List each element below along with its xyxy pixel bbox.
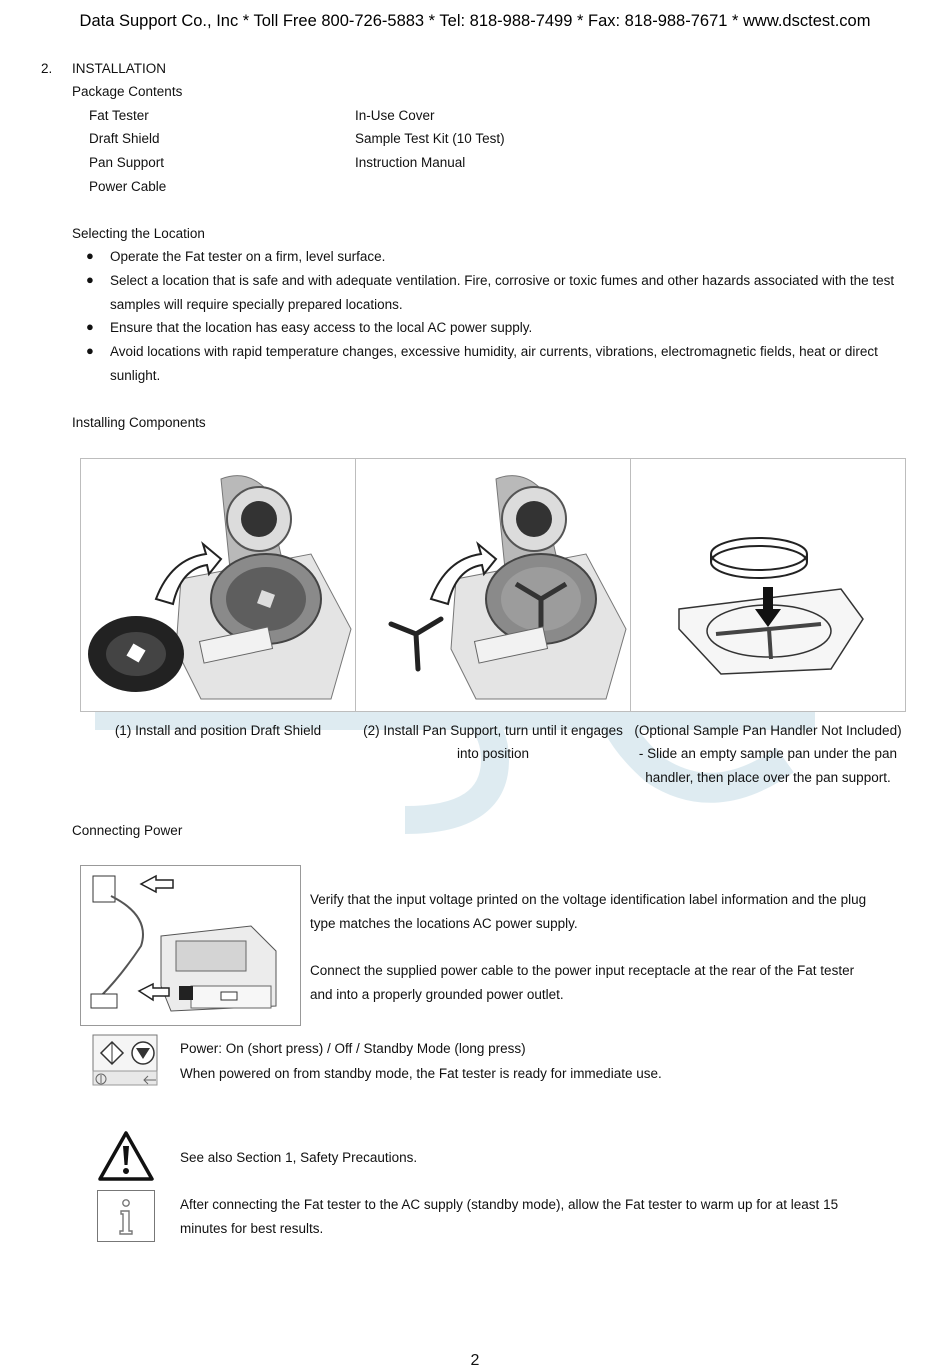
power-key-text: Power: On (short press) / Off / Standby Mode (long press) [180,1041,526,1056]
location-bullet: Ensure that the location has easy access to the local AC power supply. [110,320,533,335]
power-paragraph: Connect the supplied power cable to the power input receptacle at the rear of the Fat tester [310,963,855,978]
power-key-text: When powered on from standby mode, the Fat tester is ready for immediate use. [180,1066,662,1081]
power-paragraph: Verify that the input voltage printed on the voltage identification label information and the plug [310,892,867,907]
info-icon [97,1190,155,1242]
warning-triangle-icon [97,1130,155,1182]
page-number: 2 [470,1352,480,1369]
power-key-icon [92,1034,160,1088]
location-bullet: Operate the Fat tester on a firm, level surface. [110,249,386,264]
install-draft-shield-figure [80,458,356,712]
power-paragraph: type matches the locations AC power supply. [310,916,578,931]
warning-text: See also Section 1, Safety Precautions. [180,1150,418,1165]
package-item: Power Cable [89,179,167,194]
figure-caption: (Optional Sample Pan Handler Not Included) [634,723,902,738]
figure-caption: - Slide an empty sample pan under the pan [638,746,898,761]
bullet-dot: ● [86,272,94,287]
bullet-dot: ● [86,248,94,263]
info-text: minutes for best results. [180,1221,324,1236]
package-item: Pan Support [89,155,165,170]
package-item: In-Use Cover [355,108,435,123]
install-pan-support-figure [355,458,631,712]
location-bullet: Avoid locations with rapid temperature changes, excessive humidity, air currents, vibrations, electromagnetic fields, heat or direct [110,344,878,359]
figure-caption: into position [456,746,530,761]
section-title: INSTALLATION [72,61,167,76]
power-heading: Connecting Power [72,823,183,838]
package-item: Instruction Manual [355,155,466,170]
location-heading: Selecting the Location [72,226,205,241]
package-item: Draft Shield [89,131,160,146]
info-text: After connecting the Fat tester to the AC supply (standby mode), allow the Fat tester to warm up for at least 15 [180,1197,839,1212]
components-heading: Installing Components [72,415,206,430]
section-number: 2. [41,61,53,76]
package-item: Sample Test Kit (10 Test) [355,131,505,146]
pan-handler-figure [630,458,906,712]
figure-caption: (2) Install Pan Support, turn until it engages [363,723,623,738]
location-bullet-cont: samples will require specially prepared locations. [110,297,403,312]
bullet-dot: ● [86,319,94,334]
figure-caption: handler, then place over the pan support. [645,770,891,785]
page-header: Data Support Co., Inc * Toll Free 800-726-5883 * Tel: 818-988-7499 * Fax: 818-988-7671 * www.dsctest.com [79,12,871,30]
package-heading: Package Contents [72,84,183,99]
power-connection-figure [80,865,301,1026]
figure-caption: (1) Install and position Draft Shield [114,723,322,738]
location-bullet-cont: sunlight. [110,368,161,383]
power-paragraph: and into a properly grounded power outlet. [310,987,564,1002]
package-item: Fat Tester [89,108,149,123]
location-bullet: Select a location that is safe and with adequate ventilation. Fire, corrosive or toxic fumes and other hazards associated with the test [110,273,895,288]
bullet-dot: ● [86,343,94,358]
